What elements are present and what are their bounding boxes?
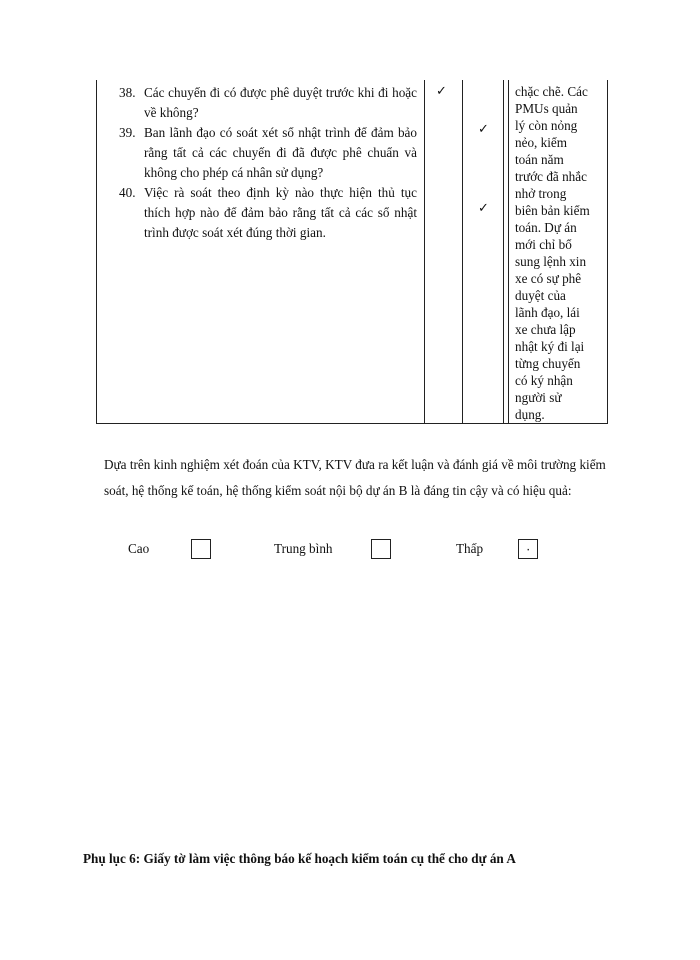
- remark-line: mới chỉ bổ: [515, 237, 572, 252]
- remark-line: chặc chẽ. Các: [515, 84, 588, 99]
- column-divider: [424, 80, 425, 423]
- appendix-title: Phụ lục 6: Giấy tờ làm việc thông báo kế hoạch kiểm toán cụ thể cho dự án A: [83, 851, 516, 866]
- remark-line: toán. Dự án: [515, 220, 577, 235]
- remark-line: xe chưa lập: [515, 322, 576, 337]
- rating-checkbox-high[interactable]: [191, 539, 211, 559]
- remark-line: duyệt của: [515, 288, 566, 303]
- selected-mark: ٠: [525, 542, 532, 556]
- checkmark-icon: ✓: [478, 201, 489, 216]
- question-text: Việc rà soát theo định kỳ nào thực hiện thủ tục thích hợp nào để đảm bảo rằng tất cả các sổ nhật trình được soát xét đúng thời gian.: [144, 185, 417, 240]
- question-item: [119, 83, 417, 123]
- remark-line: nhở trong: [515, 186, 567, 201]
- column-divider: [462, 80, 463, 423]
- remark-cell: [515, 83, 607, 423]
- rating-checkbox-low[interactable]: [518, 539, 538, 559]
- remark-line: nhật ký đi lại: [515, 339, 585, 354]
- column-divider: [503, 80, 504, 423]
- remark-line: PMUs quản: [515, 101, 578, 116]
- remark-line: xe có sự phê: [515, 271, 582, 286]
- remark-line: nẻo, kiểm: [515, 135, 568, 150]
- remark-line: lãnh đạo, lái: [515, 305, 580, 320]
- remark-line: biên bản kiểm: [515, 203, 590, 218]
- column-divider: [508, 80, 509, 423]
- remark-line: có ký nhận: [515, 373, 573, 388]
- remark-line: từng chuyến: [515, 356, 581, 371]
- question-item: [119, 183, 417, 243]
- question-item: [119, 123, 417, 183]
- question-text: Ban lãnh đạo có soát xét sổ nhật trình để đảm bảo rằng tất cả các chuyến đi đã được phê chuẩn và không cho phép cá nhân sử dụng?: [144, 125, 417, 180]
- checkmark-icon: ✓: [436, 84, 447, 99]
- remark-line: người sử: [515, 390, 562, 405]
- rating-label-medium: Trung bình: [274, 541, 333, 556]
- remark-line: sung lệnh xin: [515, 254, 587, 269]
- remark-line: toán năm: [515, 152, 564, 167]
- checkmark-icon: ✓: [478, 122, 489, 137]
- remark-line: dụng.: [515, 407, 545, 422]
- conclusion-paragraph: Dựa trên kinh nghiệm xét đoán của KTV, KTV đưa ra kết luận và đánh giá về môi trường kiểm soát, hệ thống kế toán, hệ thống kiểm soát nội bộ dự án B là đáng tin cậy và có hiệu quả:: [104, 457, 606, 498]
- question-number: 39.: [119, 125, 136, 140]
- question-list: [119, 83, 417, 243]
- question-text: Các chuyến đi có được phê duyệt trước khi đi hoặc về không?: [144, 85, 417, 120]
- rating-label-low: Thấp: [456, 541, 484, 556]
- rating-checkbox-medium[interactable]: [371, 539, 391, 559]
- remark-line: lý còn nỏng: [515, 118, 578, 133]
- rating-label-high: Cao: [128, 541, 150, 556]
- question-number: 40.: [119, 185, 136, 200]
- remark-line: trước đã nhắc: [515, 169, 587, 184]
- audit-checklist-table: [96, 80, 608, 424]
- question-number: 38.: [119, 85, 136, 100]
